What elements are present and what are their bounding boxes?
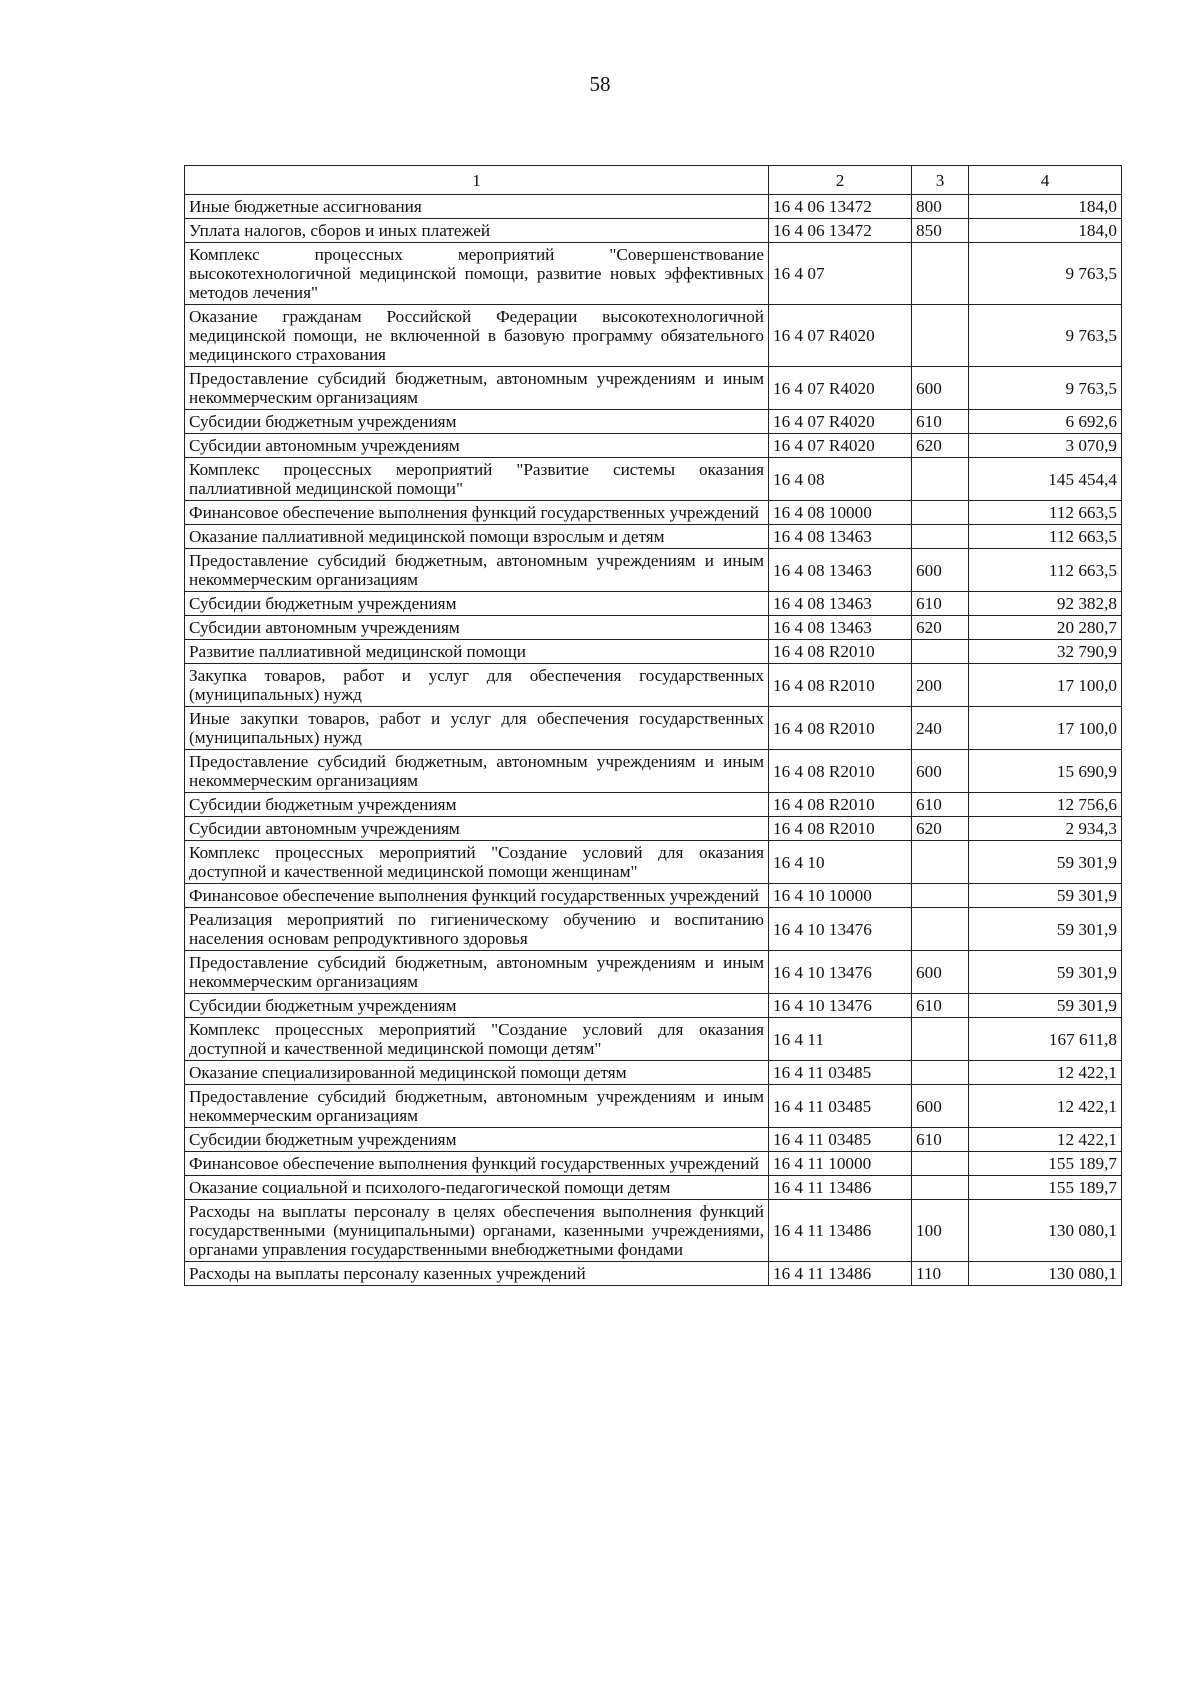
row-type-cell xyxy=(912,1176,969,1200)
table-row xyxy=(185,793,1122,817)
row-type-cell: 610 xyxy=(912,592,969,616)
row-amount-cell: 184,0 xyxy=(969,195,1122,219)
table-row xyxy=(185,1061,1122,1085)
table-row xyxy=(185,841,1122,884)
row-name-cell: Финансовое обеспечение выполнения функций государственных учреждений xyxy=(185,1152,769,1176)
row-type-cell xyxy=(912,908,969,951)
row-name-cell: Субсидии бюджетным учреждениям xyxy=(185,994,769,1018)
page-number: 58 xyxy=(589,72,611,96)
table-row xyxy=(185,1018,1122,1061)
row-amount-cell: 59 301,9 xyxy=(969,994,1122,1018)
row-type-cell: 610 xyxy=(912,1128,969,1152)
table-row xyxy=(185,367,1122,410)
row-amount-cell: 6 692,6 xyxy=(969,410,1122,434)
row-name-cell: Расходы на выплаты персоналу в целях обеспечения выполнения функций государственными (муниципальными) органами, казенными учреждениями, органами управления государственными внебюджетными фондами xyxy=(185,1200,769,1262)
column-header-type: 3 xyxy=(912,166,969,195)
row-type-cell xyxy=(912,884,969,908)
row-code-cell: 16 4 10 13476 xyxy=(769,908,912,951)
table-row xyxy=(185,1200,1122,1262)
row-code-cell: 16 4 08 R2010 xyxy=(769,750,912,793)
row-name-cell: Финансовое обеспечение выполнения функций государственных учреждений xyxy=(185,501,769,525)
row-code-cell: 16 4 11 13486 xyxy=(769,1262,912,1286)
row-code-cell: 16 4 08 R2010 xyxy=(769,640,912,664)
row-name-cell: Предоставление субсидий бюджетным, автономным учреждениям и иным некоммерческим организациям xyxy=(185,951,769,994)
row-code-cell: 16 4 11 03485 xyxy=(769,1061,912,1085)
row-name-cell: Развитие паллиативной медицинской помощи xyxy=(185,640,769,664)
row-type-cell xyxy=(912,640,969,664)
row-type-cell: 600 xyxy=(912,1085,969,1128)
row-name-cell: Субсидии бюджетным учреждениям xyxy=(185,592,769,616)
table-row xyxy=(185,410,1122,434)
row-name-cell: Предоставление субсидий бюджетным, автономным учреждениям и иным некоммерческим организациям xyxy=(185,750,769,793)
row-name-cell: Расходы на выплаты персоналу казенных учреждений xyxy=(185,1262,769,1286)
column-header-code: 2 xyxy=(769,166,912,195)
row-type-cell: 620 xyxy=(912,616,969,640)
row-code-cell: 16 4 11 13486 xyxy=(769,1176,912,1200)
row-code-cell: 16 4 11 10000 xyxy=(769,1152,912,1176)
row-amount-cell: 112 663,5 xyxy=(969,549,1122,592)
row-type-cell xyxy=(912,305,969,367)
table-row xyxy=(185,243,1122,305)
table-row xyxy=(185,458,1122,501)
table-row xyxy=(185,908,1122,951)
row-type-cell: 600 xyxy=(912,549,969,592)
row-amount-cell: 20 280,7 xyxy=(969,616,1122,640)
row-name-cell: Субсидии бюджетным учреждениям xyxy=(185,793,769,817)
row-name-cell: Субсидии бюджетным учреждениям xyxy=(185,410,769,434)
row-type-cell: 850 xyxy=(912,219,969,243)
row-amount-cell: 12 422,1 xyxy=(969,1128,1122,1152)
row-code-cell: 16 4 07 xyxy=(769,243,912,305)
row-code-cell: 16 4 08 R2010 xyxy=(769,664,912,707)
table-row xyxy=(185,707,1122,750)
row-type-cell xyxy=(912,1018,969,1061)
row-name-cell: Оказание специализированной медицинской помощи детям xyxy=(185,1061,769,1085)
row-type-cell: 240 xyxy=(912,707,969,750)
row-code-cell: 16 4 08 13463 xyxy=(769,525,912,549)
table-row xyxy=(185,195,1122,219)
column-header-amount: 4 xyxy=(969,166,1122,195)
row-amount-cell: 112 663,5 xyxy=(969,501,1122,525)
row-code-cell: 16 4 10 10000 xyxy=(769,884,912,908)
table-row xyxy=(185,884,1122,908)
row-amount-cell: 9 763,5 xyxy=(969,305,1122,367)
row-code-cell: 16 4 10 13476 xyxy=(769,951,912,994)
row-name-cell: Иные бюджетные ассигнования xyxy=(185,195,769,219)
row-name-cell: Иные закупки товаров, работ и услуг для обеспечения государственных (муниципальных) нужд xyxy=(185,707,769,750)
row-amount-cell: 3 070,9 xyxy=(969,434,1122,458)
row-type-cell: 110 xyxy=(912,1262,969,1286)
table-row xyxy=(185,750,1122,793)
row-type-cell xyxy=(912,1061,969,1085)
row-name-cell: Оказание социальной и психолого-педагогической помощи детям xyxy=(185,1176,769,1200)
row-name-cell: Субсидии автономным учреждениям xyxy=(185,434,769,458)
row-type-cell: 600 xyxy=(912,951,969,994)
row-type-cell: 610 xyxy=(912,410,969,434)
row-code-cell: 16 4 06 13472 xyxy=(769,219,912,243)
row-amount-cell: 9 763,5 xyxy=(969,367,1122,410)
row-type-cell: 610 xyxy=(912,793,969,817)
row-amount-cell: 59 301,9 xyxy=(969,884,1122,908)
row-code-cell: 16 4 08 R2010 xyxy=(769,793,912,817)
row-amount-cell: 15 690,9 xyxy=(969,750,1122,793)
row-name-cell: Субсидии автономным учреждениям xyxy=(185,817,769,841)
row-amount-cell: 17 100,0 xyxy=(969,664,1122,707)
row-amount-cell: 2 934,3 xyxy=(969,817,1122,841)
row-code-cell: 16 4 11 13486 xyxy=(769,1200,912,1262)
budget-table xyxy=(184,165,1122,1286)
row-amount-cell: 12 422,1 xyxy=(969,1061,1122,1085)
row-code-cell: 16 4 06 13472 xyxy=(769,195,912,219)
row-type-cell xyxy=(912,525,969,549)
row-code-cell: 16 4 08 13463 xyxy=(769,616,912,640)
row-name-cell: Предоставление субсидий бюджетным, автономным учреждениям и иным некоммерческим организациям xyxy=(185,367,769,410)
row-code-cell: 16 4 07 R4020 xyxy=(769,434,912,458)
row-name-cell: Комплекс процессных мероприятий "Создание условий для оказания доступной и качественной медицинской помощи детям" xyxy=(185,1018,769,1061)
row-amount-cell: 9 763,5 xyxy=(969,243,1122,305)
row-amount-cell: 12 422,1 xyxy=(969,1085,1122,1128)
row-code-cell: 16 4 08 13463 xyxy=(769,592,912,616)
row-name-cell: Комплекс процессных мероприятий "Развитие системы оказания паллиативной медицинской помощи" xyxy=(185,458,769,501)
row-type-cell xyxy=(912,501,969,525)
row-amount-cell: 112 663,5 xyxy=(969,525,1122,549)
row-type-cell: 200 xyxy=(912,664,969,707)
row-amount-cell: 155 189,7 xyxy=(969,1152,1122,1176)
row-amount-cell: 59 301,9 xyxy=(969,841,1122,884)
table-row xyxy=(185,951,1122,994)
row-name-cell: Комплекс процессных мероприятий "Совершенствование высокотехнологичной медицинской помощи, развитие новых эффективных методов лечения" xyxy=(185,243,769,305)
row-amount-cell: 59 301,9 xyxy=(969,908,1122,951)
row-code-cell: 16 4 08 13463 xyxy=(769,549,912,592)
row-type-cell: 100 xyxy=(912,1200,969,1262)
row-code-cell: 16 4 11 03485 xyxy=(769,1128,912,1152)
row-code-cell: 16 4 07 R4020 xyxy=(769,367,912,410)
table-row xyxy=(185,1128,1122,1152)
row-name-cell: Комплекс процессных мероприятий "Создание условий для оказания доступной и качественной медицинской помощи женщинам" xyxy=(185,841,769,884)
row-type-cell: 620 xyxy=(912,817,969,841)
table-row xyxy=(185,219,1122,243)
row-type-cell xyxy=(912,243,969,305)
row-amount-cell: 12 756,6 xyxy=(969,793,1122,817)
row-amount-cell: 59 301,9 xyxy=(969,951,1122,994)
row-amount-cell: 32 790,9 xyxy=(969,640,1122,664)
row-code-cell: 16 4 08 R2010 xyxy=(769,707,912,750)
row-code-cell: 16 4 07 R4020 xyxy=(769,305,912,367)
table-row xyxy=(185,1262,1122,1286)
table-header-row xyxy=(185,166,1122,195)
table-row xyxy=(185,525,1122,549)
row-type-cell xyxy=(912,1152,969,1176)
row-amount-cell: 17 100,0 xyxy=(969,707,1122,750)
row-code-cell: 16 4 10 13476 xyxy=(769,994,912,1018)
row-code-cell: 16 4 08 xyxy=(769,458,912,501)
row-name-cell: Предоставление субсидий бюджетным, автономным учреждениям и иным некоммерческим организациям xyxy=(185,549,769,592)
row-type-cell: 600 xyxy=(912,750,969,793)
row-type-cell xyxy=(912,841,969,884)
row-name-cell: Оказание паллиативной медицинской помощи взрослым и детям xyxy=(185,525,769,549)
row-amount-cell: 167 611,8 xyxy=(969,1018,1122,1061)
row-name-cell: Предоставление субсидий бюджетным, автономным учреждениям и иным некоммерческим организациям xyxy=(185,1085,769,1128)
table-row xyxy=(185,305,1122,367)
row-code-cell: 16 4 11 xyxy=(769,1018,912,1061)
row-name-cell: Субсидии бюджетным учреждениям xyxy=(185,1128,769,1152)
row-code-cell: 16 4 11 03485 xyxy=(769,1085,912,1128)
row-type-cell: 610 xyxy=(912,994,969,1018)
row-amount-cell: 130 080,1 xyxy=(969,1262,1122,1286)
table-row xyxy=(185,1152,1122,1176)
row-name-cell: Субсидии автономным учреждениям xyxy=(185,616,769,640)
row-name-cell: Реализация мероприятий по гигиеническому обучению и воспитанию населения основам репродуктивного здоровья xyxy=(185,908,769,951)
row-code-cell: 16 4 10 xyxy=(769,841,912,884)
row-type-cell xyxy=(912,458,969,501)
row-name-cell: Уплата налогов, сборов и иных платежей xyxy=(185,219,769,243)
row-code-cell: 16 4 08 10000 xyxy=(769,501,912,525)
row-amount-cell: 145 454,4 xyxy=(969,458,1122,501)
row-amount-cell: 184,0 xyxy=(969,219,1122,243)
row-name-cell: Финансовое обеспечение выполнения функций государственных учреждений xyxy=(185,884,769,908)
table-row xyxy=(185,640,1122,664)
row-amount-cell: 155 189,7 xyxy=(969,1176,1122,1200)
row-amount-cell: 130 080,1 xyxy=(969,1200,1122,1262)
row-code-cell: 16 4 07 R4020 xyxy=(769,410,912,434)
table-row xyxy=(185,817,1122,841)
table-row xyxy=(185,549,1122,592)
row-amount-cell: 92 382,8 xyxy=(969,592,1122,616)
table-row xyxy=(185,592,1122,616)
row-name-cell: Закупка товаров, работ и услуг для обеспечения государственных (муниципальных) нужд xyxy=(185,664,769,707)
row-type-cell: 620 xyxy=(912,434,969,458)
table-row xyxy=(185,434,1122,458)
row-code-cell: 16 4 08 R2010 xyxy=(769,817,912,841)
table-row xyxy=(185,664,1122,707)
table-row xyxy=(185,1176,1122,1200)
row-type-cell: 800 xyxy=(912,195,969,219)
table-row xyxy=(185,501,1122,525)
row-name-cell: Оказание гражданам Российской Федерации высокотехнологичной медицинской помощи, не включенной в базовую программу обязательного медицинского страхования xyxy=(185,305,769,367)
row-type-cell: 600 xyxy=(912,367,969,410)
table-row xyxy=(185,994,1122,1018)
column-header-name: 1 xyxy=(185,166,769,195)
table-row xyxy=(185,1085,1122,1128)
table-row xyxy=(185,616,1122,640)
table-body xyxy=(185,195,1122,1286)
